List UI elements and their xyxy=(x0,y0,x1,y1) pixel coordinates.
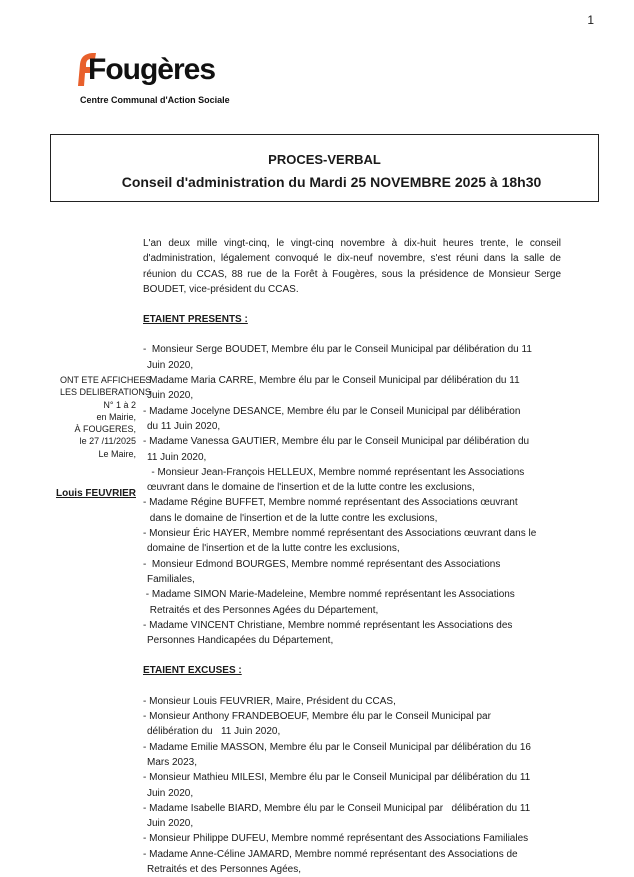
list-item xyxy=(143,618,561,649)
meeting-title: Conseil d'administration du Mardi 25 NOVEMBRE 2025 à 18h30 xyxy=(121,174,542,190)
document-title: PROCES-VERBAL xyxy=(268,152,381,167)
list-item-line: - Madame SIMON Marie-Madeleine, Membre nommé représentant les Associations xyxy=(143,589,515,601)
list-item-continuation: du 11 Juin 2020, xyxy=(147,420,221,432)
list-item xyxy=(143,342,561,373)
logo-subtitle: Centre Communal d'Action Sociale xyxy=(80,95,230,105)
excused-list xyxy=(143,694,561,877)
list-item xyxy=(143,557,561,588)
posting-note-line: le 27 /11/2025 xyxy=(79,436,136,447)
list-item-line: - Madame VINCENT Christiane, Membre nommé représentant les Associations des xyxy=(143,619,513,631)
logo-wordmark: Fougères xyxy=(88,53,216,86)
list-item xyxy=(143,694,561,709)
posting-note-line: en Mairie, xyxy=(96,411,136,422)
list-item xyxy=(143,709,561,740)
list-item xyxy=(143,770,561,801)
list-item-line: - Monsieur Edmond BOURGES, Membre nommé représentant des Associations xyxy=(143,558,501,570)
intro-paragraph: L'an deux mille vingt-cinq, le vingt-cinq novembre à dix-huit heures trente, le conseil d'administration, légalement convoqué le dix-neuf novembre, s'est réuni dans la salle de réunion du CCAS, 88 rue de la Forêt à Fougères, sous la présidence de Monsieur Serge BOUDET, vice-président du CCAS. xyxy=(143,238,561,295)
list-item-continuation: Juin 2020, xyxy=(147,359,194,371)
posting-note-line: N° 1 à 2 xyxy=(103,399,136,410)
posting-note-line: ONT ETE AFFICHEES xyxy=(60,375,152,385)
main-content xyxy=(143,236,561,877)
list-item-line: - Madame Anne-Céline JAMARD, Membre nommé représentant des Associations de xyxy=(143,848,518,860)
list-item xyxy=(143,526,561,557)
page-number: 1 xyxy=(587,13,594,27)
list-item-continuation: Familiales, xyxy=(147,573,195,585)
list-item-continuation: Juin 2020, xyxy=(147,787,194,799)
list-item xyxy=(143,434,561,465)
list-item-line: - Monsieur Anthony FRANDEBOEUF, Membre élu par le Conseil Municipal par xyxy=(143,711,491,723)
list-item xyxy=(143,740,561,771)
list-item-line: - Madame Régine BUFFET, Membre nommé représentant des Associations œuvrant xyxy=(143,497,518,509)
posting-note xyxy=(60,374,152,460)
list-item-continuation: Personnes Handicapées du Département, xyxy=(147,635,334,647)
list-item-continuation: Juin 2020, xyxy=(147,390,194,402)
list-item-continuation: dans le domaine de l'insertion et de la lutte contre les exclusions, xyxy=(147,512,438,524)
list-item-continuation: Juin 2020, xyxy=(147,818,194,830)
list-item-continuation: Retraités et des Personnes Agées, xyxy=(147,863,301,875)
list-item-line: - Monsieur Mathieu MILESI, Membre élu par le Conseil Municipal par délibération du 11 xyxy=(143,772,531,784)
present-list xyxy=(143,342,561,648)
excused-heading: ETAIENT EXCUSES : xyxy=(143,665,242,677)
list-item-line: - Madame Vanessa GAUTIER, Membre élu par le Conseil Municipal par délibération du xyxy=(143,436,530,448)
list-item-line: - Madame Isabelle BIARD, Membre élu par le Conseil Municipal par délibération du 11 xyxy=(143,802,531,814)
list-item-line: - Madame Maria CARRE, Membre élu par le Conseil Municipal par délibération du 11 xyxy=(143,375,520,387)
mayor-signature: Louis FEUVRIER xyxy=(55,488,136,499)
list-item-continuation: Mars 2023, xyxy=(147,756,198,768)
posting-note-line: À FOUGERES, xyxy=(74,424,136,435)
list-item-line: - Monsieur Louis FEUVRIER, Maire, Président du CCAS, xyxy=(143,695,396,707)
list-item-line: - Monsieur Serge BOUDET, Membre élu par le Conseil Municipal par délibération du 11 xyxy=(143,344,532,356)
list-item-line: - Monsieur Éric HAYER, Membre nommé représentant des Associations œuvrant dans le xyxy=(143,528,537,540)
logo xyxy=(72,48,232,110)
list-item-continuation: 11 Juin 2020, xyxy=(147,451,207,463)
list-item xyxy=(143,847,561,877)
list-item-line: - Madame Jocelyne DESANCE, Membre élu par le Conseil Municipal par délibération xyxy=(143,405,521,417)
list-item xyxy=(143,465,561,496)
list-item-continuation: domaine de l'insertion et de la lutte contre les exclusions, xyxy=(147,543,400,555)
list-item-line: - Monsieur Philippe DUFEU, Membre nommé représentant des Associations Familiales xyxy=(143,833,529,845)
list-item xyxy=(143,373,561,404)
posting-note-line: LES DELIBERATIONS xyxy=(60,387,151,398)
list-item xyxy=(143,801,561,832)
list-item xyxy=(143,831,561,846)
list-item-line: - Madame Emilie MASSON, Membre élu par le Conseil Municipal par délibération du 16 xyxy=(143,741,531,753)
list-item xyxy=(143,495,561,526)
list-item-line: - Monsieur Jean-François HELLEUX, Membre nommé représentant les Associations xyxy=(143,466,525,478)
present-heading: ETAIENT PRESENTS : xyxy=(143,314,248,326)
title-box xyxy=(50,134,599,202)
list-item-continuation: délibération du 11 Juin 2020, xyxy=(147,726,281,738)
list-item-continuation: Retraités et des Personnes Agées du Département, xyxy=(147,604,379,616)
list-item xyxy=(143,587,561,618)
list-item xyxy=(143,404,561,435)
posting-note-line: Le Maire, xyxy=(98,448,136,459)
list-item-continuation: œuvrant dans le domaine de l'insertion et de la lutte contre les exclusions, xyxy=(147,482,475,494)
